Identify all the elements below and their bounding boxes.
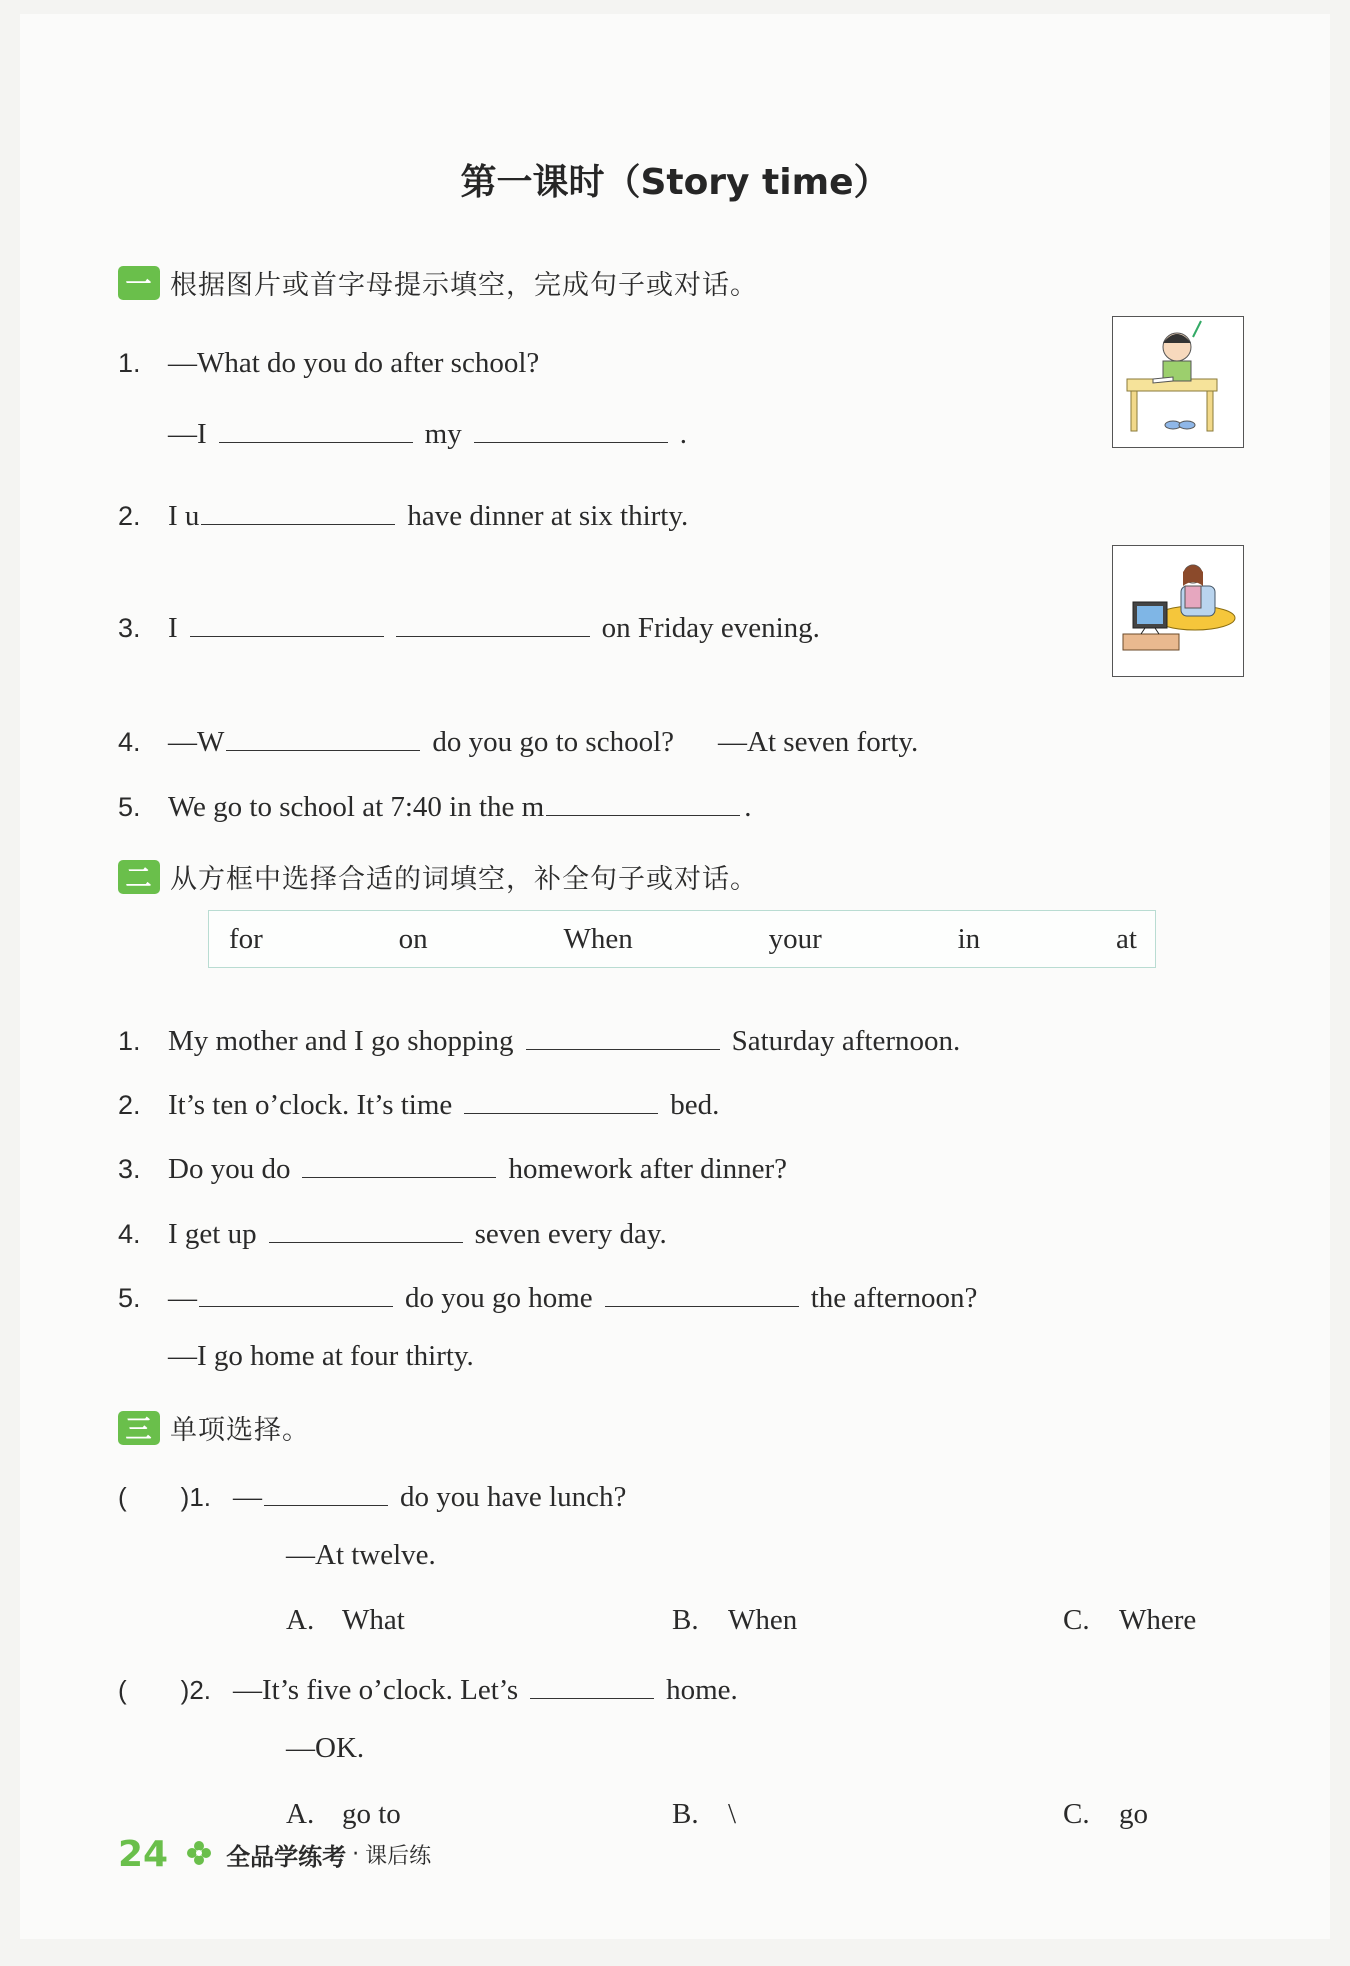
answer-blank[interactable] [190, 606, 384, 637]
answer-blank[interactable] [546, 785, 740, 816]
s3-question-1: ( )1. — do you have lunch? [118, 1475, 626, 1514]
clover-icon [186, 1840, 212, 1870]
answer-blank[interactable] [201, 494, 395, 525]
section-2-heading [118, 857, 758, 896]
section-3-heading [118, 1408, 310, 1447]
answer-blank[interactable] [269, 1212, 463, 1243]
word-bank-item: at [1116, 922, 1137, 955]
picture-girl-watching-tv [1112, 545, 1244, 677]
answer-blank[interactable] [474, 412, 668, 443]
word-bank-box [208, 910, 1156, 968]
book-subtitle: 课后练 [365, 1844, 432, 1869]
picture-boy-doing-homework [1112, 316, 1244, 448]
answer-blank[interactable] [464, 1083, 658, 1114]
s1-question-1: 1. —What do you do after school? [118, 347, 540, 379]
answer-blank[interactable] [526, 1019, 720, 1050]
worksheet-page [20, 14, 1330, 1939]
book-title: 全品学练考 [226, 1843, 347, 1871]
s2-question-5-reply: —I go home at four thirty. [168, 1340, 474, 1372]
word-bank-item: for [229, 922, 263, 955]
s3-q2-option-c[interactable]: C. go [1063, 1798, 1148, 1830]
s3-question-1-reply: —At twelve. [286, 1539, 436, 1571]
s2-question-2: 2. It’s ten o’clock. It’s time bed. [118, 1083, 719, 1122]
s3-question-2: ( )2. —It’s five o’clock. Let’s home. [118, 1668, 738, 1707]
page-number: 24 [118, 1834, 169, 1875]
s2-question-4: 4. I get up seven every day. [118, 1212, 667, 1251]
s1-question-2: 2. I u have dinner at six thirty. [118, 494, 688, 533]
section-1-badge: 一 [118, 266, 160, 300]
answer-blank[interactable] [302, 1147, 496, 1178]
s3-q1-option-b[interactable]: B. When [672, 1604, 798, 1636]
word-bank-item: in [957, 922, 981, 955]
answer-blank[interactable] [199, 1276, 393, 1307]
s1-question-3: 3. I on Friday evening. [118, 606, 820, 645]
s2-question-1: 1. My mother and I go shopping Saturday afternoon. [118, 1019, 960, 1058]
answer-blank[interactable] [219, 412, 413, 443]
answer-blank[interactable] [396, 606, 590, 637]
page-title: 第一课时（Story time） [460, 162, 890, 203]
answer-blank[interactable] [605, 1276, 799, 1307]
s3-q1-option-c[interactable]: C. Where [1063, 1604, 1197, 1636]
section-2-badge: 二 [118, 860, 160, 894]
s3-q1-option-a[interactable]: A. What [286, 1604, 405, 1636]
section-2-instruction: 从方框中选择合适的词填空，补全句子或对话。 [170, 864, 758, 895]
answer-blank[interactable] [226, 720, 420, 751]
word-bank-item: on [398, 922, 428, 955]
answer-blank[interactable] [264, 1475, 388, 1506]
section-1-instruction: 根据图片或首字母提示填空，完成句子或对话。 [170, 270, 758, 301]
answer-blank[interactable] [530, 1668, 654, 1699]
section-1-heading [118, 263, 758, 302]
section-3-instruction: 单项选择。 [170, 1415, 310, 1446]
s2-question-3: 3. Do you do homework after dinner? [118, 1147, 787, 1186]
s3-question-2-reply: —OK. [286, 1732, 365, 1764]
s1-question-1-answer: —I my . [168, 412, 687, 451]
footer-separator: · [352, 1842, 360, 1867]
s2-question-5: 5. — do you go home the afternoon? [118, 1276, 977, 1315]
s1-question-5: 5. We go to school at 7:40 in the m . [118, 785, 751, 824]
word-bank-item: When [563, 922, 633, 955]
page-footer [118, 1834, 431, 1875]
word-bank-item: your [768, 922, 822, 955]
s1-question-4: 4. —W do you go to school? —At seven forty. [118, 720, 918, 759]
section-3-badge: 三 [118, 1411, 160, 1445]
s3-q2-option-b[interactable]: B. \ [672, 1798, 737, 1830]
s3-q2-option-a[interactable]: A. go to [286, 1798, 401, 1830]
